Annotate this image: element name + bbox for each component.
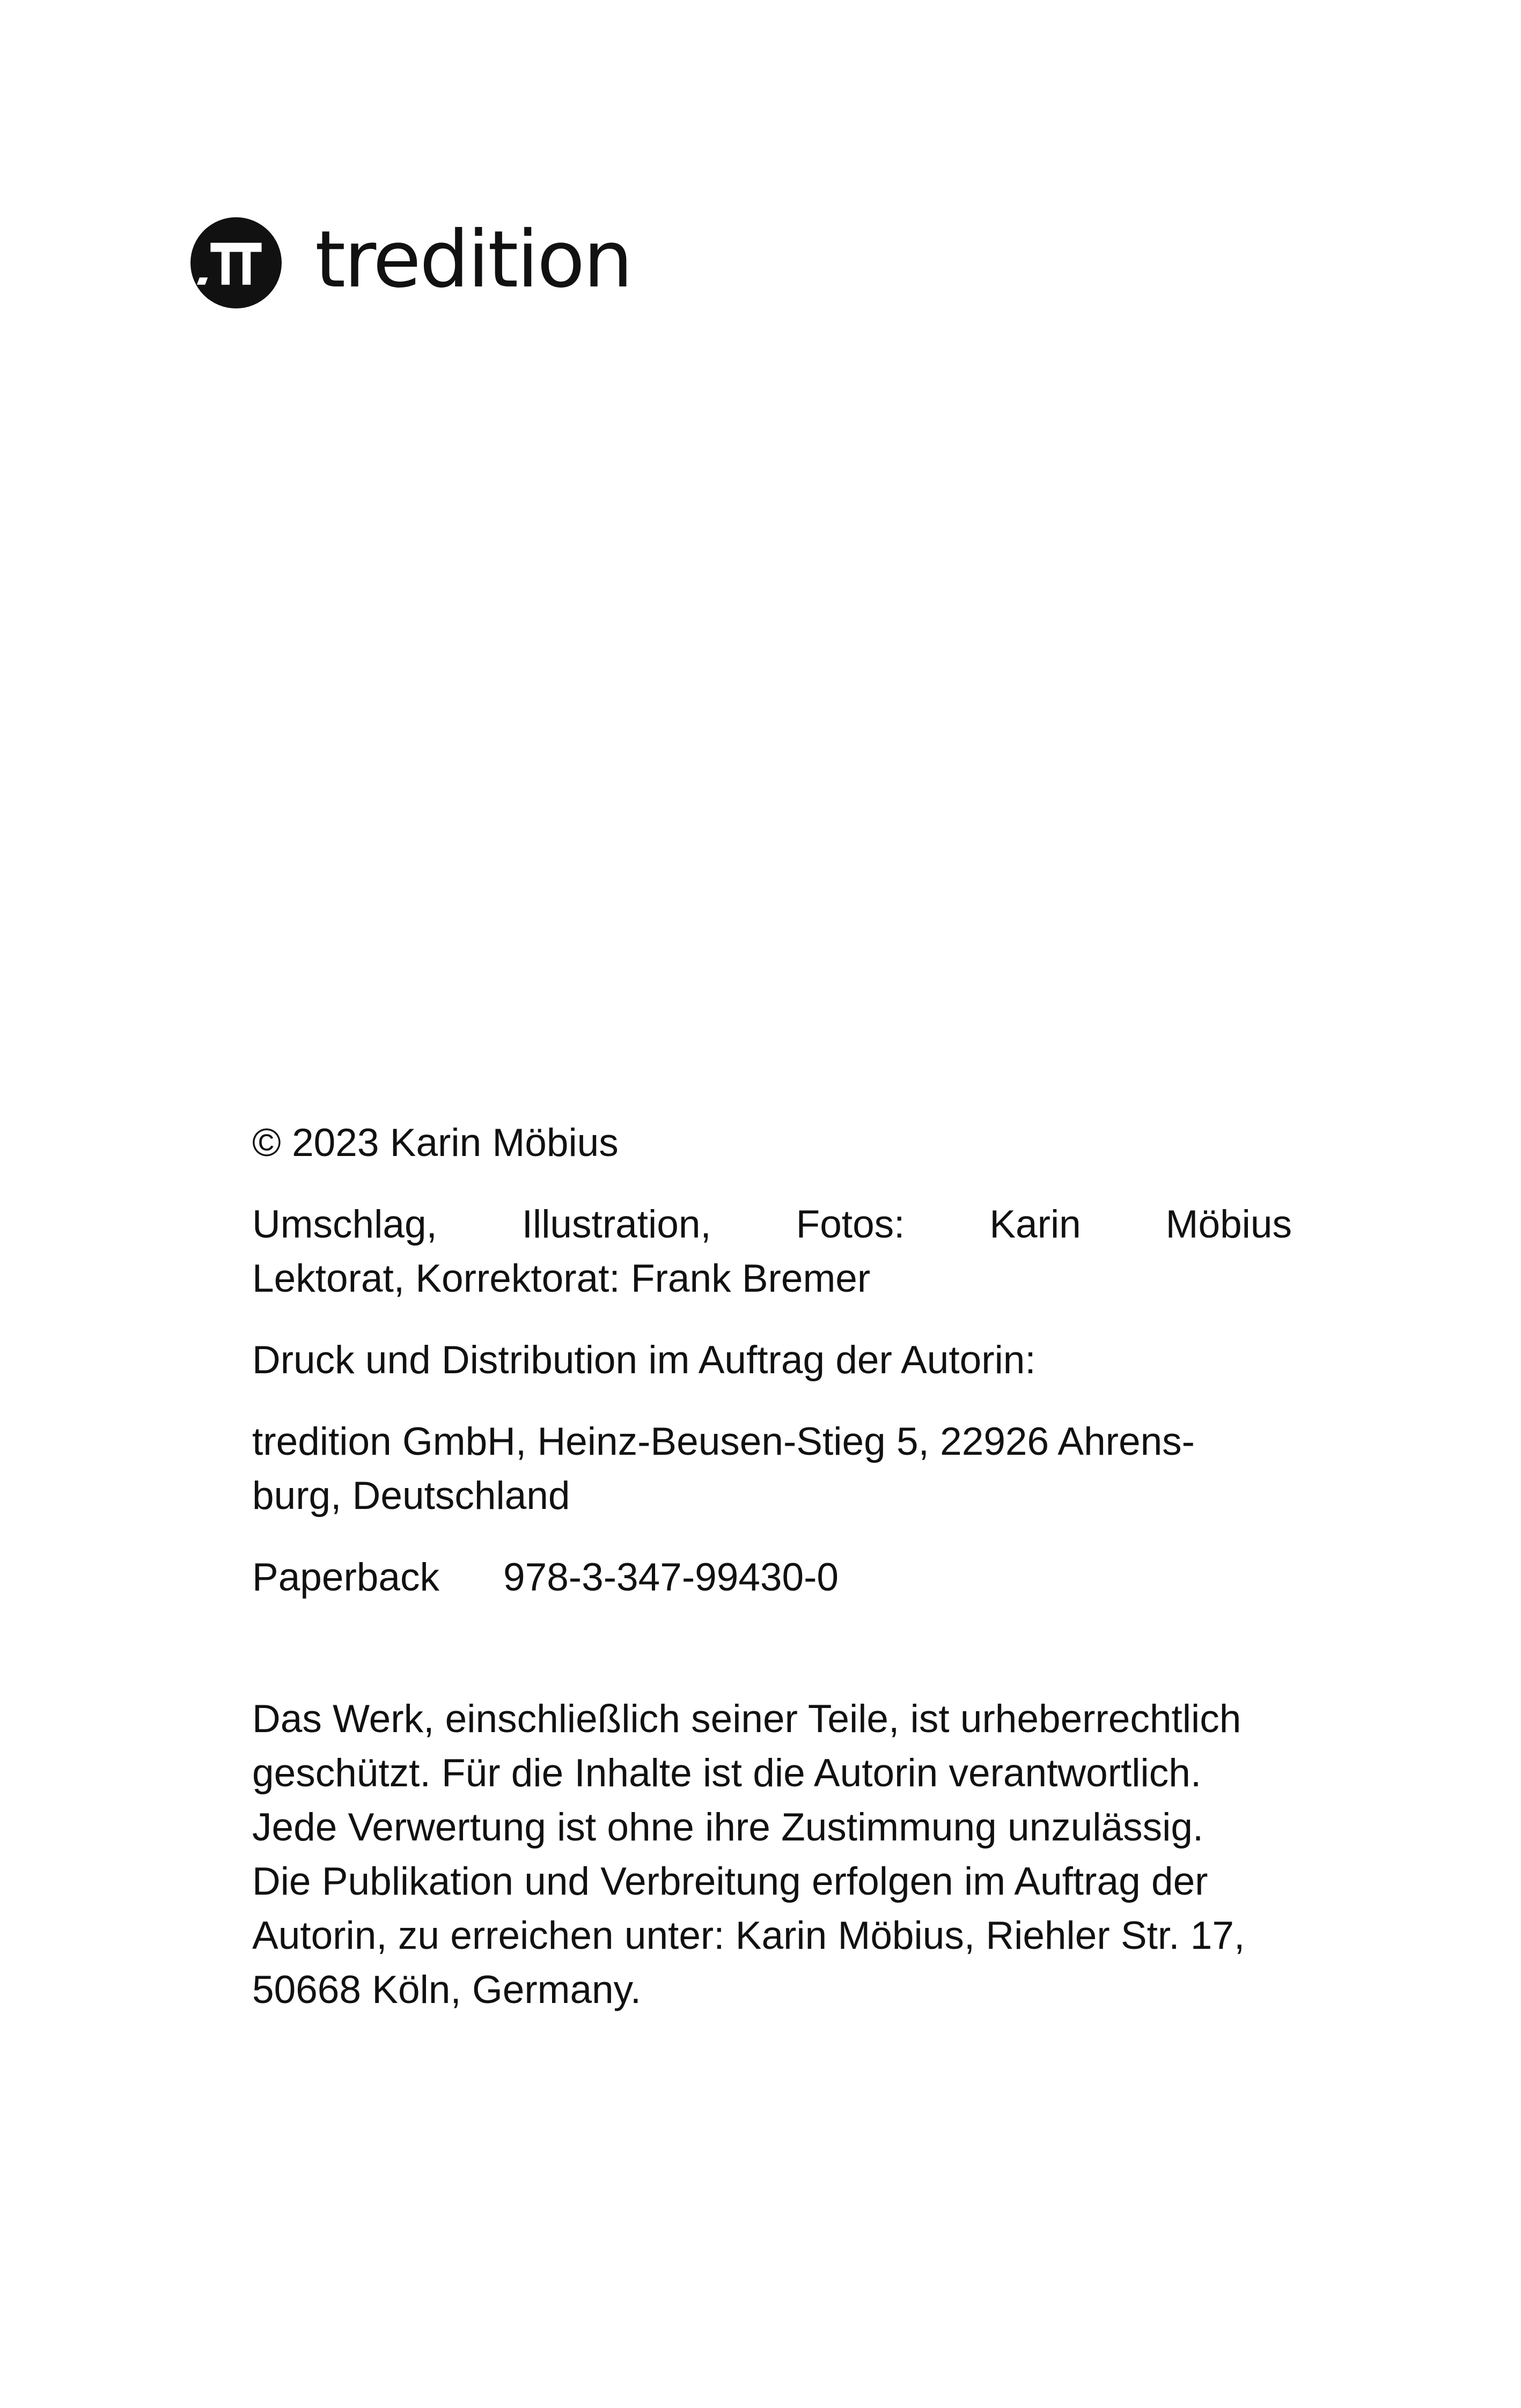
isbn-row xyxy=(252,1550,1292,1604)
imprint-block xyxy=(252,1116,1292,2017)
credits xyxy=(252,1197,1292,1306)
tredition-t-circle-icon xyxy=(190,217,282,308)
brand-name: tredition xyxy=(315,214,631,305)
notice-line: geschützt. Für die Inhalte ist die Autorin verantwortlich. xyxy=(252,1751,1202,1795)
publisher-address-line: burg, Deutschland xyxy=(252,1474,570,1518)
isbn-label: Paperback xyxy=(252,1556,439,1599)
copyright-notice xyxy=(252,1692,1292,2017)
copyright-line: © 2023 Karin Möbius xyxy=(252,1121,619,1165)
notice-line: 50668 Köln, Germany. xyxy=(252,1968,642,2012)
distribution-line: Druck und Distribution im Auftrag der Autorin: xyxy=(252,1338,1036,1382)
credits-line xyxy=(252,1197,1292,1251)
credit-word: Illustration, xyxy=(521,1203,711,1246)
notice-line: Autorin, zu erreichen unter: Karin Möbius, Riehler Str. 17, xyxy=(252,1914,1245,1957)
notice-line: Die Publikation und Verbreitung erfolgen im Auftrag der xyxy=(252,1860,1208,1903)
notice-line: Das Werk, einschließlich seiner Teile, ist urheberrechtlich xyxy=(252,1697,1241,1741)
notice-line: Jede Verwertung ist ohne ihre Zustimmung unzulässig. xyxy=(252,1806,1204,1849)
publisher-address xyxy=(252,1415,1292,1523)
credit-word: Fotos: xyxy=(796,1203,905,1246)
isbn-value: 978-3-347-99430-0 xyxy=(503,1556,839,1599)
credit-word: Karin xyxy=(989,1203,1081,1246)
editing-credits: Lektorat, Korrektorat: Frank Bremer xyxy=(252,1257,871,1300)
publisher-logo xyxy=(190,215,631,311)
publisher-address-line: tredition GmbH, Heinz-Beusen-Stieg 5, 22926 Ahrens- xyxy=(252,1420,1195,1463)
credit-word: Möbius xyxy=(1165,1203,1292,1246)
credit-word: Umschlag, xyxy=(252,1203,437,1246)
